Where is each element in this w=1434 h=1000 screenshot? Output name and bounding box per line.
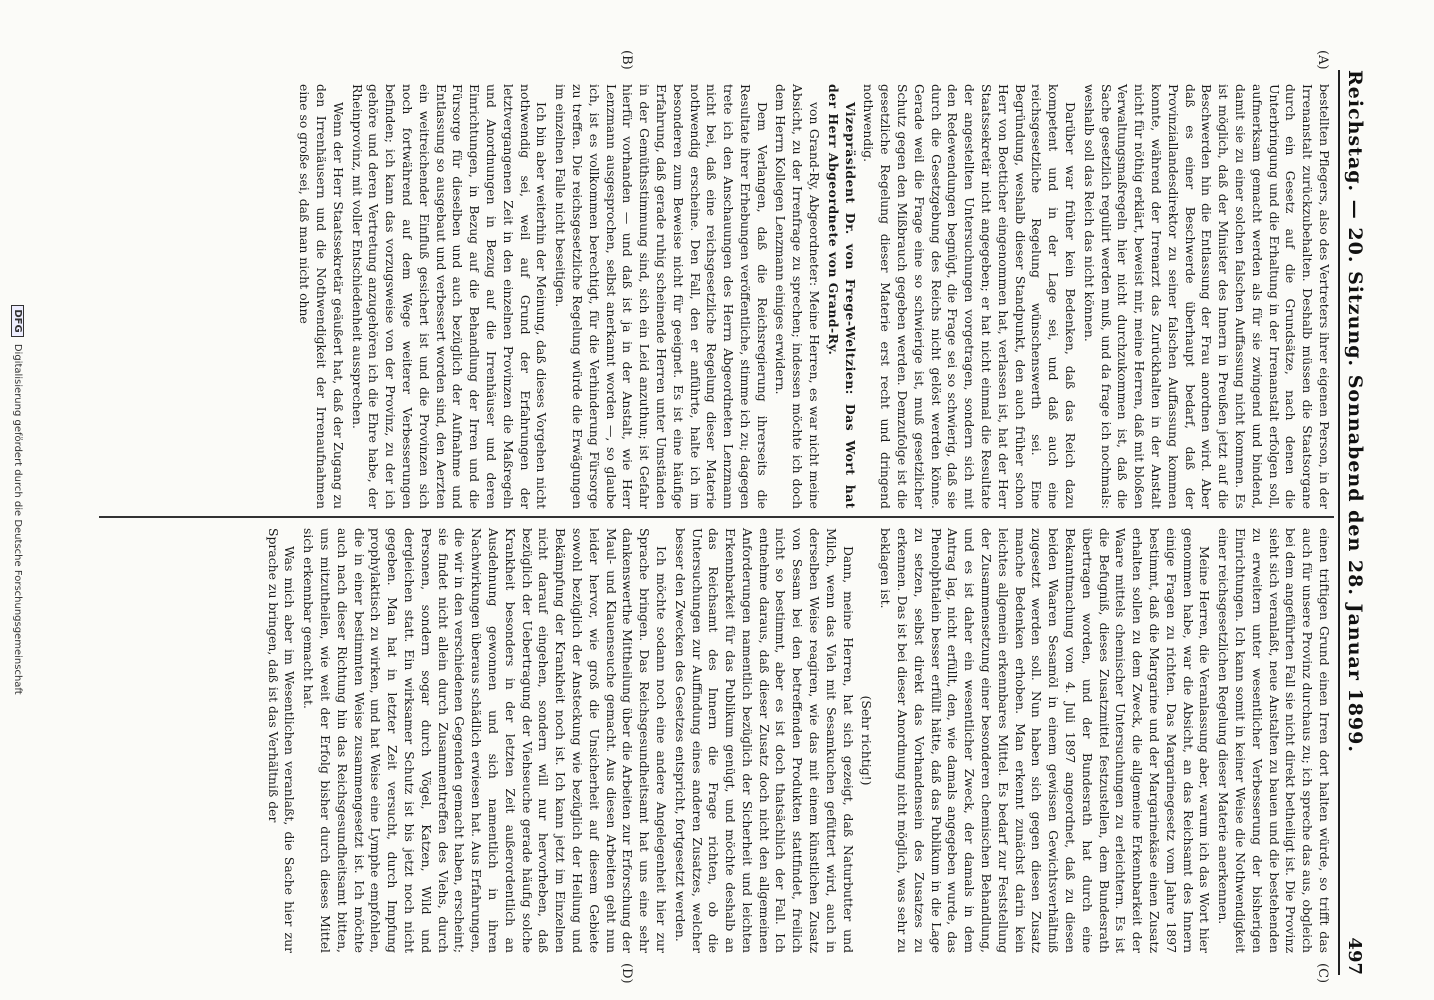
paragraph: Dem Verlangen, daß die Reichsregierung ihrerseits die Resultate ihrer Erhebungen veröffentliche, stimme ich zu; dagegen trete ich den Anschauungen des Herrn Abgeordneten Lenzmann nicht bei, daß eine reichsgesetzliche Regelung dieser Materie nothwendig erscheine. Den Fall, den er anführte, halte ich im besonderen zum Beweise nicht für geeignet. Es ist eine häufige Erfahrung, daß gerade ruhig scheinende Herren unter Umständen in der Gemüthsstimmung sind, sich ein Leid anzuthun; ist Gefahr hierfür vorhanden — und daß ist ja in der Anstalt, wie Herr Lenzmann ausgesprochen, selbst anerkannt worden —, so glaube ich, ist es vollkommen berechtigt, für die Verhinderung Fürsorge zu treffen. Die reichsgesetzliche Regelung würde die Erwägungen im einzelnen Falle nicht beseitigen. bbox=[553, 84, 770, 509]
page-header bbox=[1338, 70, 1372, 975]
paragraph: bestellten Pflegers, also des Vertreters ihrer eigenen Person, in der Irrenanstalt zurückzubehalten. Deshalb müssen die Staatsorgane durch ein Gesetz auf die Grundsätze, nach denen die Unterbringung und die Erhaltung in der Irrenanstalt erfolgen soll, aufmerksam gemacht werden als für sie zwingend und bindend, damit sie zu einer solchen falschen Auffassung nicht kommen. Es ist möglich, daß der Minister des Innern in Preußen jetzt auf die Beschwerden hin die Entlassung der Frau anordnen wird. Aber daß es einer Beschwerde überhaupt bedarf, daß der Provinziallandesdirektor zu seiner falschen Auffassung kommen konnte, während der Irrenarzt das Zurückhalten in der Anstalt nicht für nöthig erklärt, beweist mir, meine Herren, daß mit bloßen Verwaltungsmaßregeln hier nicht durchzukommen ist, daß die Sache gesetzlich regulirt werden muß, und da frage ich nochmals: weshalb soll das Reich das nicht können. bbox=[1081, 84, 1332, 509]
paragraph: Ich bin aber weiterhin der Meinung, daß dieses Vorgehen nicht nothwendig sei, weil auf Grund der Erfahrungen der letztvergangenen Zeit in den einzelnen Provinzen die Maßregeln und Anordnungen in Bezug auf die Irrenhäuser und deren Einrichtungen, in Bezug auf die Behandlung der Irren und die Fürsorge für dieselben und auch bezüglich der Aufnahme und Entlassung so ausgebaut und verbessert worden sind, den Aerzten ein weitreichender Einfluß gesichert ist und die Provinzen sich noch fortwährend auf dem Wege weiterer Verbesserungen befinden; ich kann das vorzugsweise von der Provinz, zu der ich gehöre und deren Vertretung anzugehören ich die Ehre habe, der Rheinprovinz, mit voller Entschiedenheit aussprechen. bbox=[349, 84, 550, 509]
column-divider bbox=[99, 516, 1334, 518]
paragraph: Darüber war früher kein Bedenken, daß das Reich dazu kompetent und in der Lage sei, und daß auch eine reichsgesetzliche Regelung wünschenswerth sei. Eine Begründung, weshalb dieser Standpunkt, den auch früher schon Herr von Boetticher eingenommen hat, verlassen ist, hat der Herr Staatssekretär nicht angegeben; er hat nicht einmal die Resultate der angestellten Untersuchungen vorgetragen, sondern sich mit den Redewendungen begnügt, die Frage sei so schwierig, daß sie durch die Gesetzgebung des Reichs nicht gelöst werden könne. Gerade weil die Frage eine so schwierige ist, muß gesetzlicher Schutz gegen den Mißbrauch gegeben werden. Demzufolge ist die gesetzliche Regelung dieser Materie erst recht und dringend nothwendig. bbox=[861, 84, 1079, 509]
credit-text: Digitalisierung gefördert durch die Deutsche Forschungsgemeinschaft bbox=[12, 343, 23, 695]
paragraph: Was mich aber im Wesentlichen veranlaßt, die Sache hier zur Sprache zu bringen, daß ist das Verhältniß der bbox=[265, 528, 298, 953]
paragraph: einen triftigen Grund einen Irren dort halten würde, so trifft das auch für unsere Provinz durchaus zu; ich spreche das aus, obgleich bei dem angeführten Fall sie nicht direkt betheiligt ist. Die Provinz sieht sich veranlaßt, neue Anstalten zu bauen und die bestehenden zu erweitern unter wesentlicher Verbesserung der bisherigen Einrichtungen. Ich kann somit in keiner Weise die Nothwendigkeit einer reichsgesetzlichen Regelung dieser Materie anerkennen. bbox=[1216, 528, 1332, 953]
running-title: Reichstag. — 20. Sitzung. Sonnabend den 28. Januar 1899. bbox=[1344, 70, 1366, 753]
paragraph: Dann, meine Herren, hat sich gezeigt, daß Naturbutter und Milch, wenn das Vieh mit Sesamkuchen gefüttert wird, auch in derselben Weise reagiren, wie das mit einem künstlichen Zusatz von Sesam bei den betreffenden Produkten stattfindet, freilich nicht so bestimmt, aber es ist doch thatsächlich der Fall. Ich entnehme daraus, daß dieser Zusatz doch nicht den allgemeinen Anforderungen namentlich bezüglich der Sicherheit und leichten Erkennbarkeit für das Publikum genügt, und möchte deshalb an das Reichsamt des Innern die Frage richten, ob die Untersuchungen zur Auffindung eines anderen Zusatzes, welcher besser den Zwecken des Gesetzes entspricht, fortgesetzt werden. bbox=[672, 528, 856, 953]
margin-marker-c: (C) bbox=[1315, 963, 1330, 984]
interjection: (Sehr richtig!) bbox=[859, 695, 875, 786]
margin-marker-b: (B) bbox=[619, 50, 634, 70]
speaker-paragraph: Vizepräsident Dr. von Frege-Weltzien: Das Wort hat der Herr Abgeordnete von Grand-Ry. bbox=[825, 84, 858, 509]
left-column bbox=[293, 84, 1332, 509]
paragraph: Meine Herren, die Veranlassung aber, warum ich das Wort hier genommen habe, war die Absicht, an das Reichsamt des Innern einige Fragen zu richten. Das Margarinegesetz vom Jahre 1897 bestimmt, daß die Margarine und der Margarinekäse einen Zusatz erhalten sollen zu dem Zweck, die allgemeine Erkennbarkeit der Waare mittels chemischer Untersuchungen zu erleichtern. Es ist die Befugniß, dieses Zusatzmittel festzustellen, dem Bundesrath übertragen worden, und der Bundesrath hat durch eine Bekanntmachung vom 4. Juli 1897 angeordnet, daß zu diesen beiden Waaren Sesamöl in einem gewissen Gewichtsverhältniß zugesetzt werden soll. Nun haben sich gegen diesen Zusatz manche Bedenken erhoben. Man erkennt zunächst darin kein leichtes allgemein erkennbares Mittel. Es bedarf zur Feststellung der Zusammensetzung einer besonderen chemischen Behandlung, und es ist daher ein wesentlicher Zweck, der damals in dem Antrag lag, nicht erfüllt, den, wie damals angegeben wurde, das Phenolphtalein besser erfüllt hätte, daß das Publikum in die Lage zu setzen, selbst direkt das Vorhandensein des Zusatzes zu erkennen. Das ist bei dieser Anordnung nicht möglich, was sehr zu beklagen ist. bbox=[878, 528, 1213, 953]
paragraph: Wenn der Herr Staatssekretär geäußert hat, daß der Zugang zu den Irrenhäusern und die Nothwendigkeit der Irrenaufnahmen eine so große sei, daß man nicht ohne bbox=[297, 84, 346, 509]
page-number: 497 bbox=[1344, 937, 1365, 975]
right-column bbox=[262, 528, 1332, 953]
paragraph: von Grand-Ry, Abgeordneter: Meine Herren, es war nicht meine Absicht, zu der Irrenfrage zu sprechen; indessen möchte ich doch dem Herrn Kollegen Lenzmann einiges erwidern. bbox=[773, 84, 823, 509]
dfg-logo: DFG bbox=[11, 305, 24, 336]
margin-marker-d: (D) bbox=[619, 963, 634, 984]
paragraph: Ich möchte sodann noch eine andere Angelegenheit hier zur Sprache bringen. Das Reichsgesundheitsamt hat uns eine sehr dankenswerthe Mittheilung über die Arbeiten zur Erforschung der Maul- und Klauenseuche gemacht. Aus diesen Arbeiten geht nun leider hervor, wie groß die Unsicherheit auf diesem Gebiete sowohl bezüglich der Ansteckung wie bezüglich der Heilung und Bekämpfung der Krankheit noch ist. Ich kann jetzt im Einzelnen nicht darauf eingehen, sondern will nur hervorheben, daß bezüglich der Uebertragung der Viehseuche gerade häufig solche Krankheit besonders in der letzten Zeit außerordentlich an Ausdehnung gewonnen und sich namentlich in ihren Nachwirkungen überaus schädlich erwiesen hat. Aus Erfahrungen, die wir in den verschiedenen Gegenden gemacht haben, erscheint; sie findet nicht allein durch Zusammentreffen des Viehs, durch Personen, sondern sogar durch Vögel, Katzen, Wild und dergleichen statt. Ein wirksamer Schutz ist bis jetzt noch nicht gegeben. Man hat in letzter Zeit versucht, durch Impfung prophylaktisch zu wirken, und hat Weise eine Lymphe empfohlen, die in einer bestimmten Weise zusammengesetzt ist. Ich möchte auch nach dieser Richtung hin das Reichsgesundheitsamt bitten, uns mitzutheilen, wie weit der Erfolg bisher durch dieses Mittel sich erkennbar gemacht hat. bbox=[301, 528, 669, 953]
margin-marker-a: (A) bbox=[1315, 50, 1330, 70]
digitization-credit bbox=[11, 0, 24, 1000]
